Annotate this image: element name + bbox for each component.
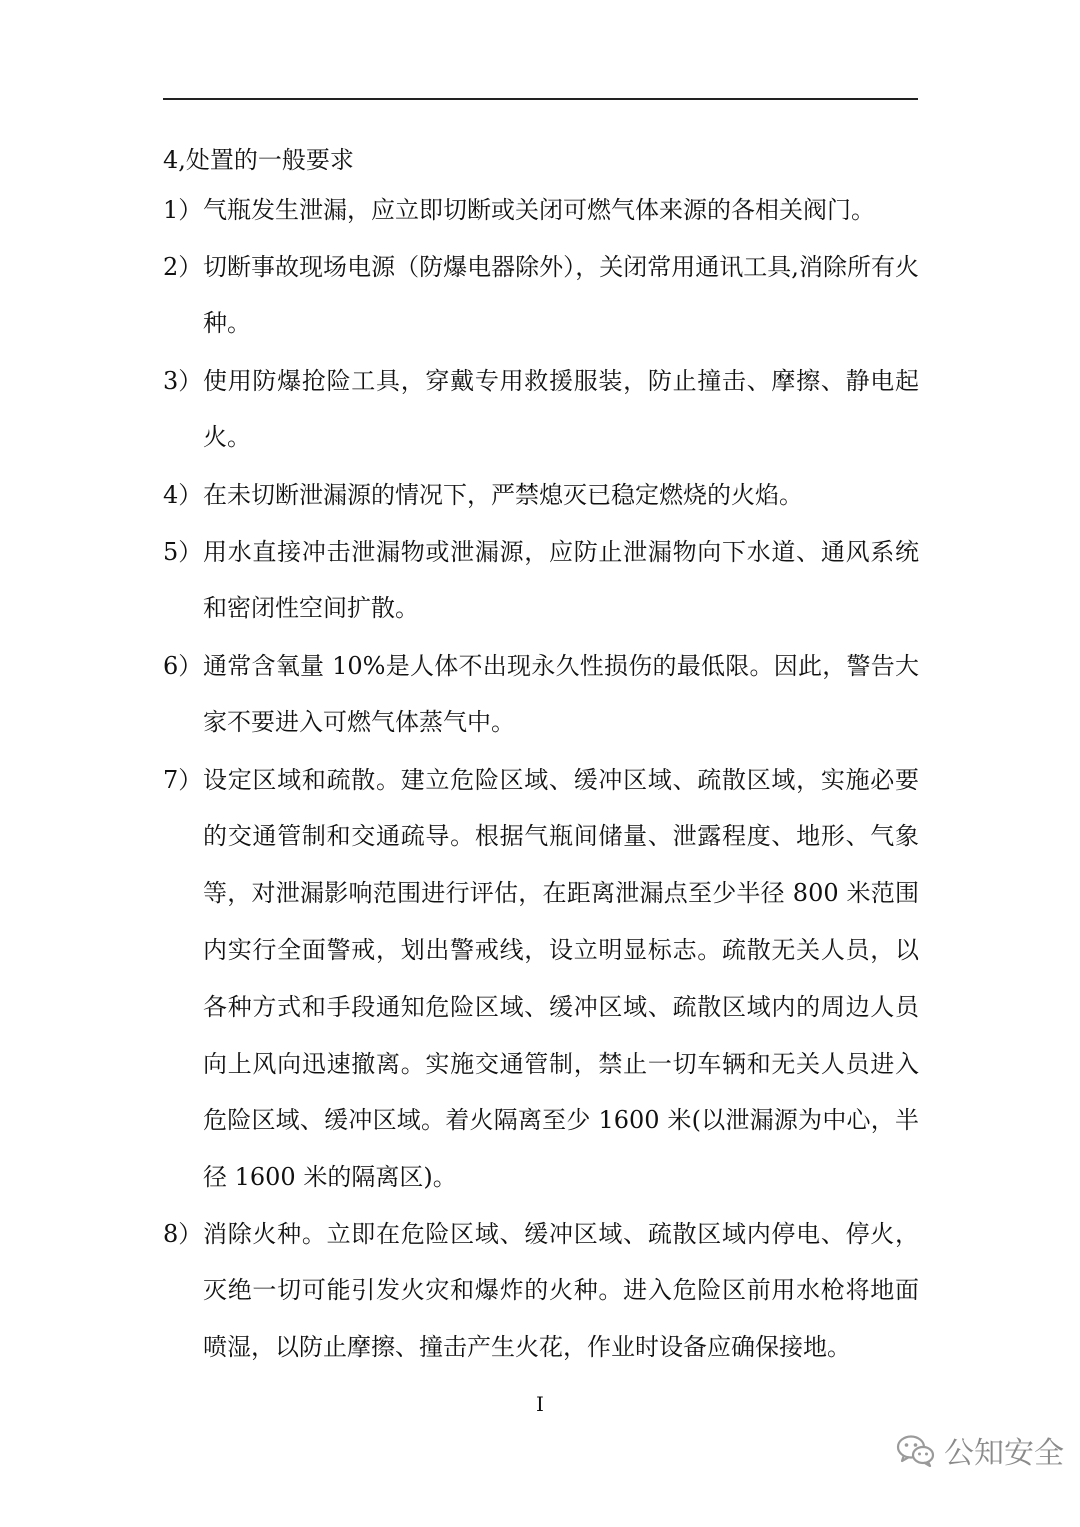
watermark-text: 公知安全 <box>944 1436 1064 1471</box>
page-number: I <box>536 1392 544 1416</box>
item-text: 设定区域和疏散。建立危险区域、缓冲区域、疏散区域，实施必要的交通管制和交通疏导。根据气瓶间储量、泄露程度、地形、气象等，对泄漏影响范围进行评估，在距离泄漏点至少半径 800 米范围内实行全面警戒，划出警戒线，设立明显标志。疏散无关人员，以各种方式和手段通知危险区域、缓冲区域、疏散区域内的周边人员向上风向迅速撤离。实施交通管制，禁止一切车辆和无关人员进入危险区域、缓冲区域。着火隔离至少 1600 米(以泄漏源为中心，半径 1600 米的隔离区)。 <box>203 765 919 1192</box>
header-rule <box>163 98 918 100</box>
item-number: 5） <box>163 538 203 566</box>
item-number: 8） <box>163 1220 203 1248</box>
list-item <box>163 1214 923 1376</box>
list-item <box>163 532 923 637</box>
item-text: 切断事故现场电源（防爆电器除外），关闭常用通讯工具,消除所有火种。 <box>203 252 919 338</box>
item-number: 6） <box>163 652 203 680</box>
item-text: 气瓶发生泄漏，应立即切断或关闭可燃气体来源的各相关阀门。 <box>203 195 875 224</box>
list-item <box>163 190 923 238</box>
item-text: 用水直接冲击泄漏物或泄漏源，应防止泄漏物向下水道、通风系统和密闭性空间扩散。 <box>203 537 919 623</box>
list-item <box>163 247 923 352</box>
item-text: 消除火种。立即在危险区域、缓冲区域、疏散区域内停电、停火，灭绝一切可能引发火灾和爆炸的火种。进入危险区前用水枪将地面喷湿，以防止摩擦、撞击产生火花，作业时设备应确保接地。 <box>203 1219 919 1362</box>
wechat-icon <box>896 1433 936 1467</box>
section-heading: 4,处置的一般要求 <box>163 146 354 174</box>
item-number: 7） <box>163 766 203 794</box>
item-number: 3） <box>163 367 203 395</box>
item-text: 在未切断泄漏源的情况下，严禁熄灭已稳定燃烧的火焰。 <box>203 480 803 509</box>
item-number: 4） <box>163 481 203 509</box>
list-item <box>163 646 923 751</box>
list-item <box>163 475 923 523</box>
item-number: 1） <box>163 196 203 224</box>
item-number: 2） <box>163 253 203 281</box>
list-item <box>163 361 923 466</box>
item-text: 通常含氧量 10%是人体不出现永久性损伤的最低限。因此，警告大家不要进入可燃气体蒸气中。 <box>203 651 919 737</box>
list-item <box>163 760 923 1206</box>
watermark <box>896 1426 1064 1474</box>
item-text: 使用防爆抢险工具，穿戴专用救援服装，防止撞击、摩擦、静电起火。 <box>203 366 919 452</box>
